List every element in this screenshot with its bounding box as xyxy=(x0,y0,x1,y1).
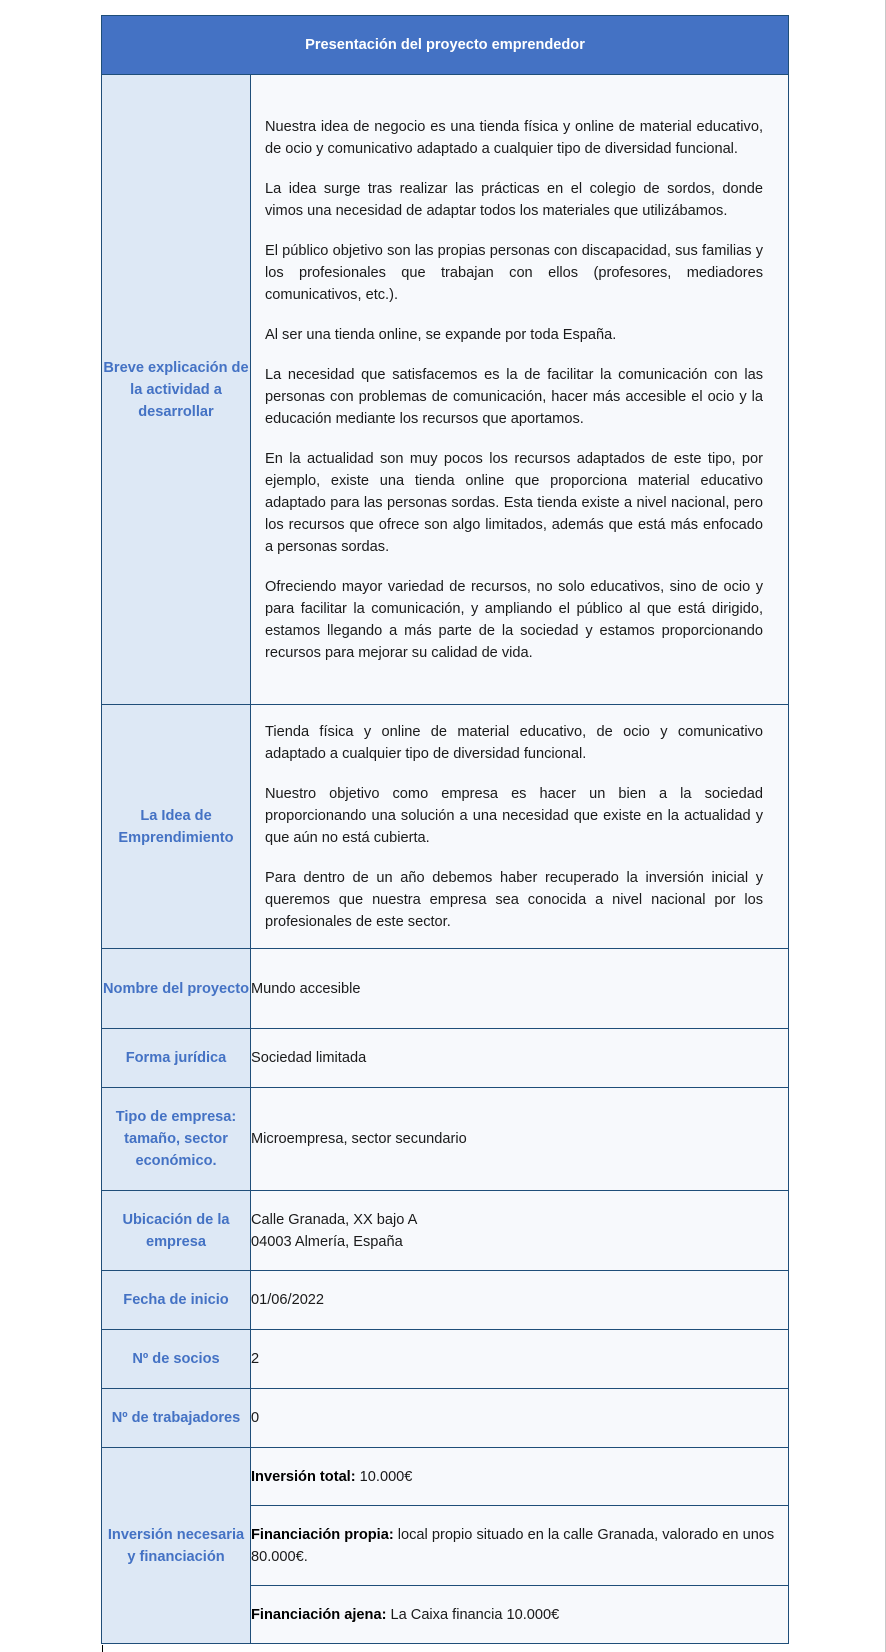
table-title: Presentación del proyecto emprendedor xyxy=(102,16,789,75)
external-financing-value: La Caixa financia 10.000€ xyxy=(386,1606,560,1623)
row-label: Ubicación de la empresa xyxy=(102,1191,251,1271)
external-financing-key: Financiación ajena: xyxy=(251,1606,387,1623)
row-value xyxy=(251,1506,789,1586)
row-label: Breve explicación de la actividad a desarrollar xyxy=(102,75,251,705)
paragraph: Al ser una tienda online, se expande por toda España. xyxy=(265,326,617,343)
row-value: 01/06/2022 xyxy=(251,1271,789,1330)
row-value: Sociedad limitada xyxy=(251,1029,789,1088)
paragraph: La necesidad que satisfacemos es la de facilitar la comunicación con las personas con problemas de comunicación, hacer más accesible el ocio y la educación mediante los recursos que aportamos. xyxy=(265,366,764,427)
paragraph: En la actualidad son muy pocos los recursos adaptados de este tipo, por ejemplo, existe una tienda online que proporciona material educativo adaptado para las personas sordas. Esta tienda existe a nivel nacional, pero los recursos que ofrece son algo limitados, además que está más enfocado a personas sordas. xyxy=(265,450,764,555)
project-presentation-table xyxy=(101,15,789,1644)
paragraph: Tienda física y online de material educativo, de ocio y comunicativo adaptado a cualquier tipo de diversidad funcional. xyxy=(265,723,764,762)
table-row-workers xyxy=(102,1389,789,1448)
table-row-company-type xyxy=(102,1088,789,1191)
table-row-partners xyxy=(102,1330,789,1389)
table-row-activity xyxy=(102,75,789,705)
table-row-location xyxy=(102,1191,789,1271)
row-value xyxy=(251,1191,789,1271)
table-row-start-date xyxy=(102,1271,789,1330)
row-label: Nombre del proyecto xyxy=(102,949,251,1029)
row-value xyxy=(251,75,789,705)
row-value: Microempresa, sector secundario xyxy=(251,1088,789,1191)
table-row-idea xyxy=(102,705,789,949)
row-label: La Idea de Emprendimiento xyxy=(102,705,251,949)
address-line-1: Calle Granada, XX bajo A xyxy=(251,1211,418,1228)
paragraph: Para dentro de un año debemos haber recuperado la inversión inicial y queremos que nuestra empresa sea conocida a nivel nacional por los profesionales de este sector. xyxy=(265,869,764,930)
row-label: Forma jurídica xyxy=(102,1029,251,1088)
table-row-project-name xyxy=(102,949,789,1029)
investment-total-value: 10.000€ xyxy=(355,1468,413,1485)
table-row-investment-total xyxy=(102,1448,789,1506)
own-financing-value: local propio situado en la calle Granada, valorado en unos 80.000€. xyxy=(251,1526,775,1565)
table-row-legal-form xyxy=(102,1029,789,1088)
row-value: Mundo accesible xyxy=(251,949,789,1029)
investment-total-key: Inversión total: xyxy=(251,1468,356,1485)
row-label: Nº de trabajadores xyxy=(102,1389,251,1448)
row-label: Fecha de inicio xyxy=(102,1271,251,1330)
paragraph: El público objetivo son las propias personas con discapacidad, sus familias y los profesionales que trabajan con ellos (profesores, mediadores comunicativos, etc.). xyxy=(265,242,764,303)
row-label: Nº de socios xyxy=(102,1330,251,1389)
paragraph: La idea surge tras realizar las prácticas en el colegio de sordos, donde vimos una necesidad de adaptar todos los materiales que utilizábamos. xyxy=(265,180,764,219)
row-label: Tipo de empresa: tamaño, sector económico. xyxy=(102,1088,251,1191)
row-value: 2 xyxy=(251,1330,789,1389)
paragraph: Nuestra idea de negocio es una tienda física y online de material educativo, de ocio y comunicativo adaptado a cualquier tipo de diversidad funcional. xyxy=(265,118,764,157)
text-cursor xyxy=(102,1645,103,1652)
paragraph: Nuestro objetivo como empresa es hacer un bien a la sociedad proporcionando una solución a una necesidad que existe en la actualidad y que aún no está cubierta. xyxy=(265,785,764,846)
row-value xyxy=(251,1448,789,1506)
row-value xyxy=(251,1586,789,1644)
row-value xyxy=(251,705,789,949)
row-value: 0 xyxy=(251,1389,789,1448)
address-line-2: 04003 Almería, España xyxy=(251,1233,403,1250)
own-financing-key: Financiación propia: xyxy=(251,1526,394,1543)
row-label: Inversión necesaria y financiación xyxy=(102,1448,251,1644)
paragraph: Ofreciendo mayor variedad de recursos, no solo educativos, sino de ocio y para facilitar la comunicación, y ampliando el público al que está dirigido, estamos llegando a más parte de la sociedad y estamos proporcionando recursos para mejorar su calidad de vida. xyxy=(265,578,764,661)
